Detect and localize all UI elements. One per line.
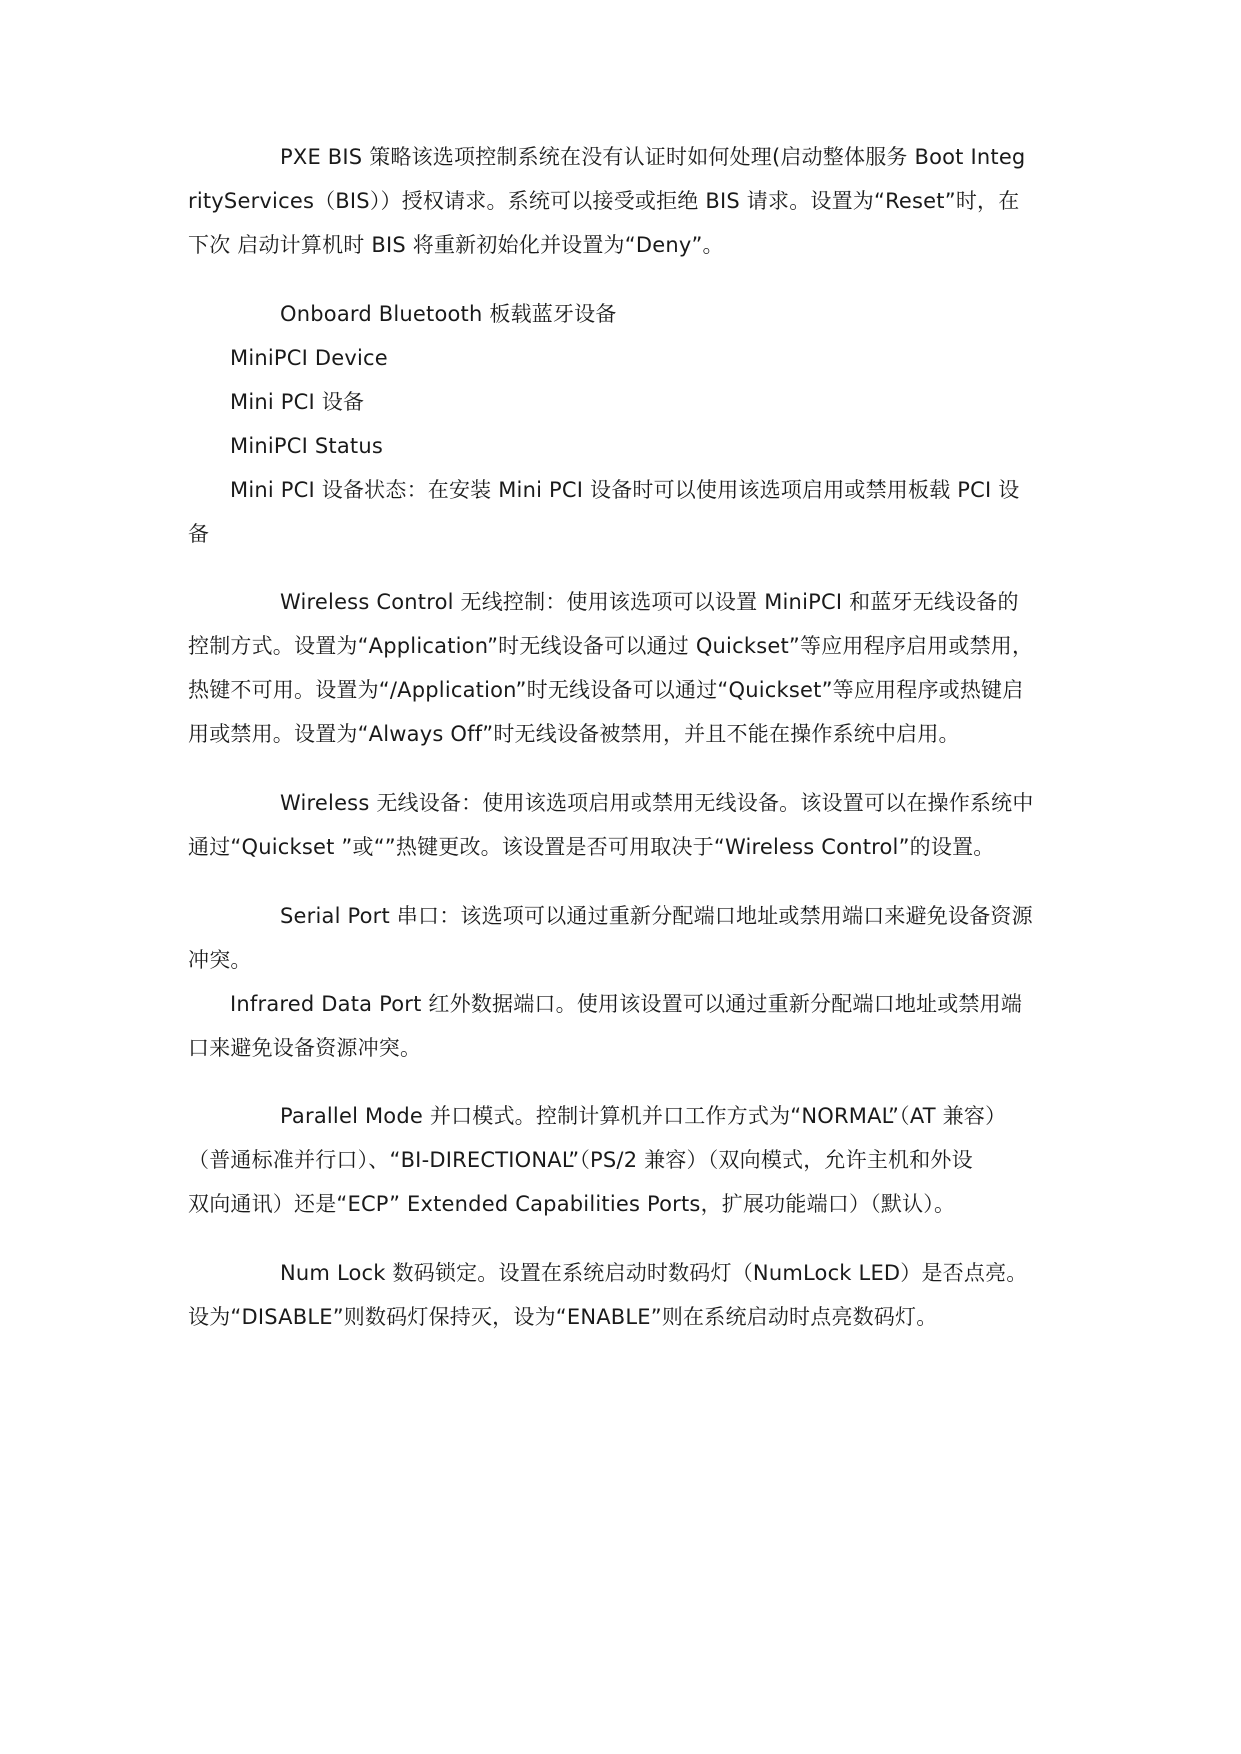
minipci-status-desc-line-2: 备 <box>188 522 210 546</box>
serial-port-line-1: Serial Port 串口：该选项可以通过重新分配端口地址或禁用端口来避免设备资源 <box>280 904 1033 928</box>
wireless-line-2: 通过“Quickset ”或“”热键更改。该设置是否可用取决于“Wireless Control”的设置。 <box>188 835 995 859</box>
wireless-control-line-4: 用或禁用。设置为“Always Off”时无线设备被禁用，并且不能在操作系统中启用。 <box>188 722 960 746</box>
minipci-status-line: MiniPCI Status <box>230 434 384 458</box>
onboard-bluetooth-line: Onboard Bluetooth 板载蓝牙设备 <box>280 302 617 326</box>
mini-pci-device-cn-line: Mini PCI 设备 <box>230 390 365 414</box>
parallel-mode-line-2: （普通标准并行口）、“BI-DIRECTIONAL”（PS/2 兼容）（双向模式，允许主机和外设 <box>188 1148 973 1172</box>
num-lock-line-1: Num Lock 数码锁定。设置在系统启动时数码灯（NumLock LED）是否点亮。 <box>280 1261 1028 1285</box>
pxe-bis-line-3: 下次 启动计算机时 BIS 将重新初始化并设置为“Deny”。 <box>188 233 724 257</box>
parallel-mode-line-1: Parallel Mode 并口模式。控制计算机并口工作方式为“NORMAL”（AT 兼容） <box>280 1104 1007 1128</box>
serial-port-line-2: 冲突。 <box>188 948 252 972</box>
wireless-control-line-2: 控制方式。设置为“Application”时无线设备可以通过 Quickset”等应用程序启用或禁用， <box>188 634 1034 658</box>
wireless-control-line-3: 热键不可用。设置为“/Application”时无线设备可以通过“Quickset”等应用程序或热键启 <box>188 678 1024 702</box>
infrared-port-line-1: Infrared Data Port 红外数据端口。使用该设置可以通过重新分配端口地址或禁用端 <box>230 992 1023 1016</box>
pxe-bis-line-1: PXE BIS 策略该选项控制系统在没有认证时如何处理(启动整体服务 Boot Integ <box>280 145 1026 169</box>
parallel-mode-line-3: 双向通讯）还是“ECP” Extended Capabilities Ports，扩展功能端口）（默认）。 <box>188 1192 956 1216</box>
num-lock-line-2: 设为“DISABLE”则数码灯保持灭，设为“ENABLE”则在系统启动时点亮数码灯。 <box>188 1305 938 1329</box>
minipci-status-desc-line-1: Mini PCI 设备状态：在安装 Mini PCI 设备时可以使用该选项启用或禁用板载 PCI 设 <box>230 478 1020 502</box>
infrared-port-line-2: 口来避免设备资源冲突。 <box>188 1036 422 1060</box>
wireless-line-1: Wireless 无线设备：使用该选项启用或禁用无线设备。该设置可以在操作系统中 <box>280 791 1034 815</box>
pxe-bis-line-2: rityServices（BIS））授权请求。系统可以接受或拒绝 BIS 请求。设置为“Reset”时，在 <box>188 189 1020 213</box>
minipci-device-line: MiniPCI Device <box>230 346 388 370</box>
wireless-control-line-1: Wireless Control 无线控制：使用该选项可以设置 MiniPCI 和蓝牙无线设备的 <box>280 590 1019 614</box>
